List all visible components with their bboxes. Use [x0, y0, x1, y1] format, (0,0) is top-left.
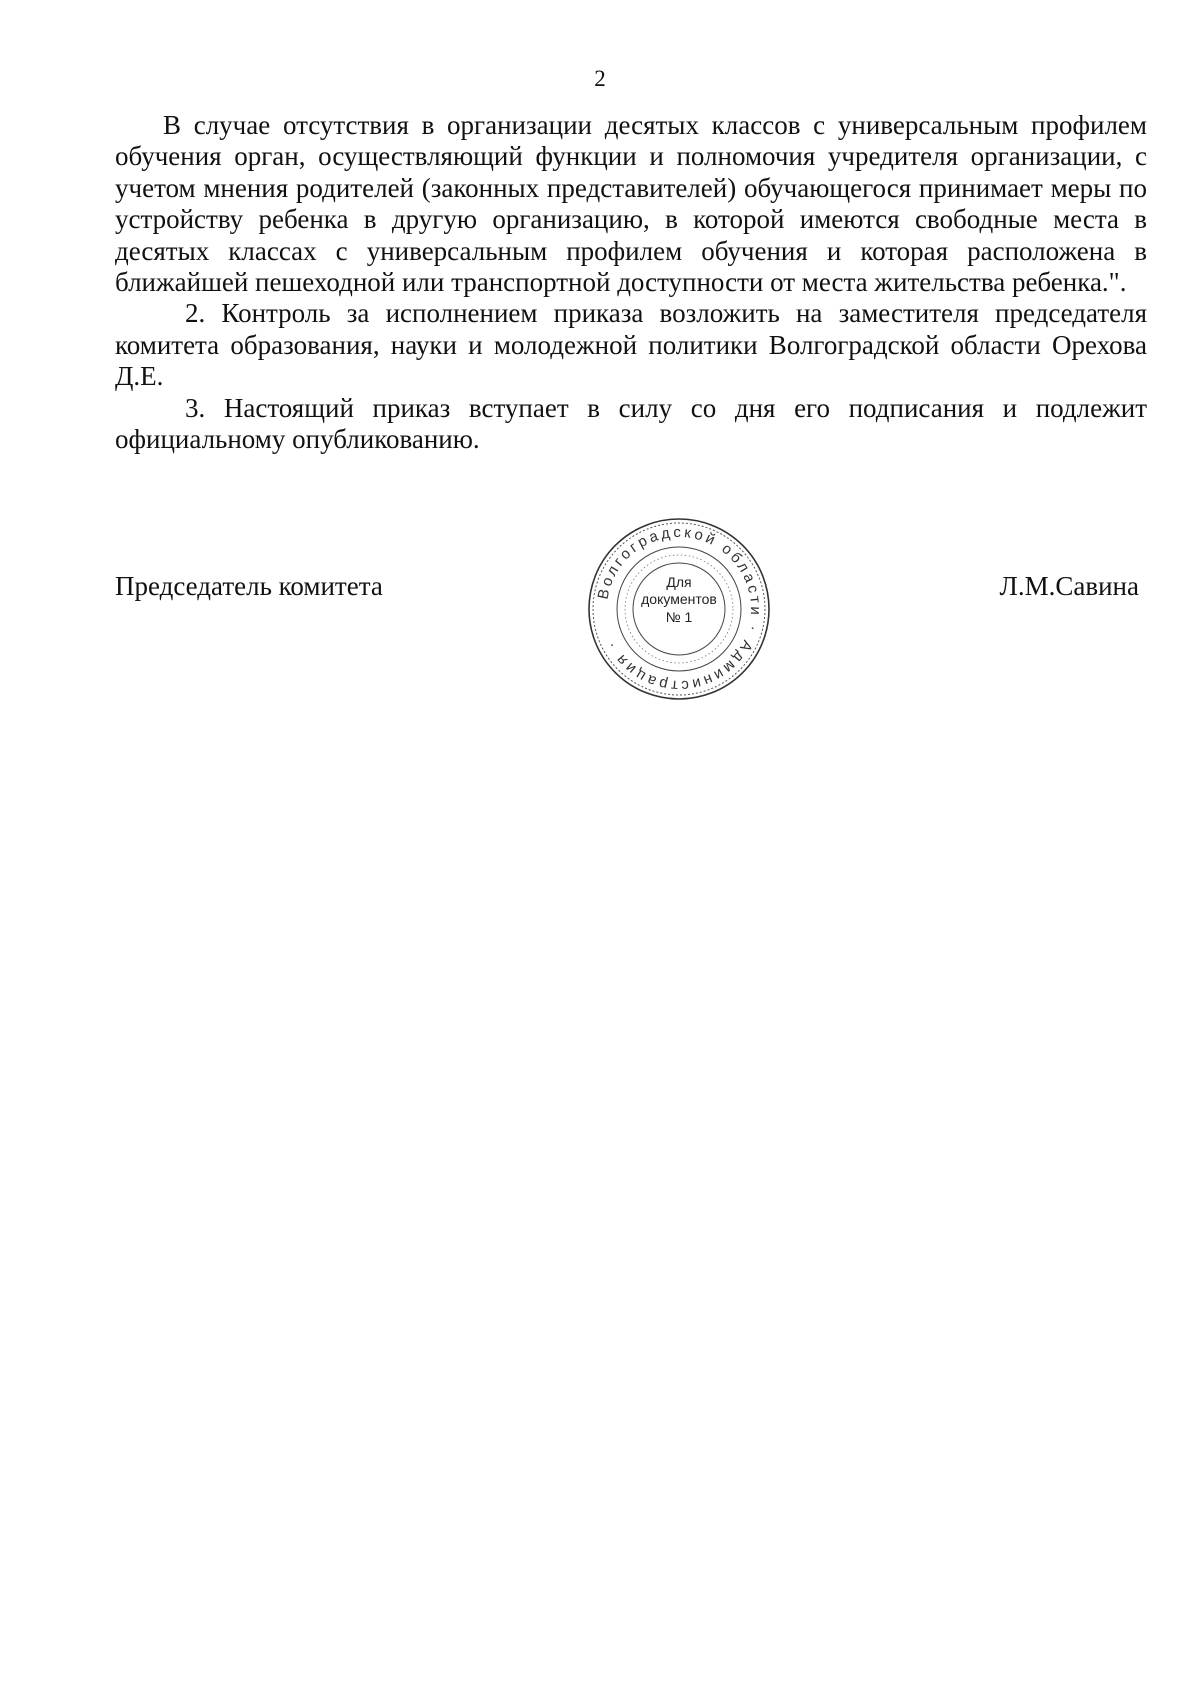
document-body — [115, 110, 1147, 455]
signer-name: Л.М.Савина — [999, 571, 1139, 601]
seal-inner-line-2: документов — [641, 591, 717, 607]
seal-outer-text: Волгоградской области · Администрация · — [594, 523, 765, 695]
paragraph-transfer-rule: В случае отсутствия в организации десятых классов с универсальным профилем обучения орган, осуществляющий функции и полномочия учредителя организации, с учетом мнения родителей (законных представителей) обучающегося принимает меры по устройству ребенка в другую организацию, в которой имеются свободные места в десятых классах с универсальным профилем обучения и которая расположена в ближайшей пешеходной или транспортной доступности от места жительства ребенка.". — [115, 110, 1147, 298]
paragraph-effective-clause: 3. Настоящий приказ вступает в силу со дня его подписания и подлежит официальному опубликованию. — [115, 392, 1147, 455]
seal-inner-line-1: Для — [666, 574, 692, 590]
official-seal — [586, 516, 772, 702]
paragraph-control-clause: 2. Контроль за исполнением приказа возложить на заместителя председателя комитета образования, науки и молодежной политики Волгоградской области Орехова Д.Е. — [115, 298, 1147, 392]
signer-title: Председатель комитета — [115, 571, 383, 601]
seal-inner-line-3: № 1 — [665, 609, 693, 625]
page-number: 2 — [594, 66, 606, 91]
